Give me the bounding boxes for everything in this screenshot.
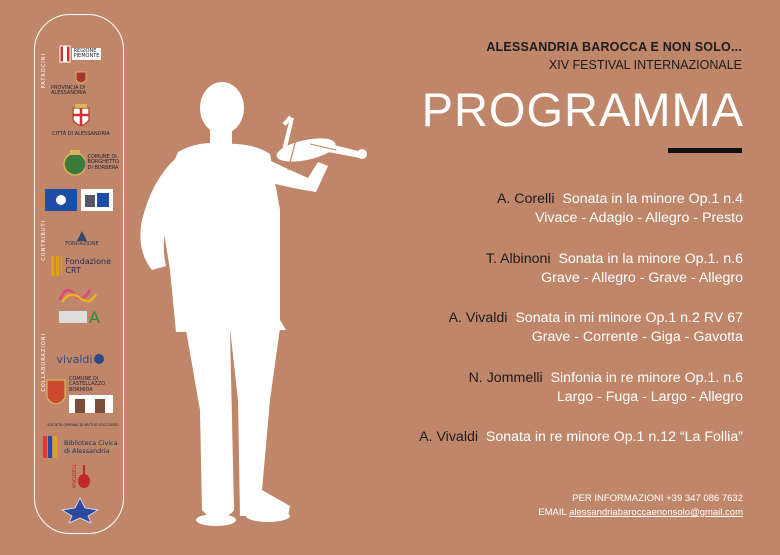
fondazione-logo: [57, 227, 107, 251]
crt-line2: CRT: [65, 266, 81, 275]
building-icon: [83, 191, 111, 209]
vivaldi-circle-icon: [93, 353, 105, 365]
tortona-logo: [61, 461, 101, 491]
program-item: [313, 309, 743, 347]
program-item: [313, 190, 743, 228]
work-title: Sonata in mi minore Op.1 n.2 RV 67: [515, 310, 743, 326]
program-item: [313, 369, 743, 407]
work-movements: Grave - Allegro - Grave - Allegro: [541, 269, 743, 286]
citta-text: CITTÀ DI ALESSANDRIA: [52, 131, 110, 138]
biblioteca-stripes-icon: [43, 436, 61, 458]
composer-name: A. Corelli: [496, 191, 555, 207]
phone-line: PER INFORMAZIONI +39 347 086 7632: [572, 493, 743, 504]
svg-text:A: A: [89, 308, 100, 327]
composer-name: T. Albinoni: [485, 250, 551, 267]
letter-a-icon: [59, 307, 103, 327]
colorful-swirl-icon: [56, 282, 100, 304]
ministero-emblem-icon: [55, 194, 67, 206]
castellazzo-line2: CASTELLAZZO: [69, 381, 106, 388]
email-link[interactable]: alessandriabaroccaenonsolo@gmail.com: [569, 507, 743, 518]
a-sponsor-logo: [59, 307, 103, 327]
comune-borghetto-logo: [63, 143, 119, 183]
regione-line2: PIEMONTE: [73, 53, 100, 59]
program-item: [313, 428, 743, 447]
composer-name: N. Jommelli: [468, 369, 543, 386]
borghetto-line3: DI BORBERA: [87, 164, 119, 171]
ministero-logo: [45, 189, 77, 211]
biblioteca-line2: di Alessandria: [64, 447, 110, 455]
star-logo: [57, 495, 103, 525]
work-title: Sonata in re minore Op.1 n.12 “La Follia”: [485, 429, 743, 445]
composer-name: A. Vivaldi: [448, 310, 508, 326]
work-movements: Grave - Corrente - Giga - Gavotta: [531, 329, 743, 345]
crt-bars-icon: [51, 256, 62, 276]
composer-name: A. Vivaldi: [419, 429, 479, 445]
regione-line1: REGIONE: [73, 47, 97, 54]
festival-name: ALESSANDRIA BAROCCA E NON SOLO...: [486, 40, 742, 54]
work-title: Sinfonia in re minore Op.1. n.6: [550, 369, 743, 386]
castellazzo-logo: [45, 373, 121, 417]
violin-small-icon: [76, 463, 92, 489]
program-list: [313, 190, 743, 469]
regione-piemonte-logo: [57, 43, 103, 65]
tortona-text: TORTONA: [70, 463, 76, 489]
fondazione-crt-logo: [51, 255, 111, 277]
crt-line1: Fondazione: [65, 257, 111, 266]
regione-crest-icon: [59, 45, 71, 63]
provincia-crest-icon: [74, 70, 88, 86]
castle-icon: [69, 393, 113, 413]
biblioteca-logo: [43, 435, 121, 459]
borghetto-line1: COMUNE DI: [87, 154, 117, 161]
castellazzo-line1: COMUNE DI: [69, 376, 99, 383]
label-collaborazioni: COLLABORAZIONI: [41, 333, 47, 392]
vivaldi-text: vivaldi: [56, 352, 93, 366]
work-title: Sonata in la minore Op.1. n.6: [558, 250, 743, 267]
provincia-text: PROVINCIA DI ALESSANDRIA: [51, 84, 87, 96]
tortona-building-logo: [81, 189, 113, 211]
work-title: Sonata in la minore Op.1 n.4: [562, 191, 743, 207]
work-movements: Vivace - Adagio - Allegro - Presto: [535, 210, 743, 226]
label-contributi: CONTRIBUTI: [41, 220, 47, 261]
citta-alessandria-logo: [51, 101, 111, 141]
borghetto-crest-icon: [63, 148, 85, 178]
citta-crest-icon: [70, 104, 92, 132]
email-label: EMAIL: [538, 507, 567, 518]
label-patrocini: PATROCINI: [41, 53, 47, 89]
contact-info: [538, 492, 743, 520]
program-item: [313, 250, 743, 288]
vivaldi-logo: [53, 347, 109, 371]
societa-text: SOCIETÀ OPERAIA DI MUTUO SOCCORSO: [47, 423, 119, 428]
castellazzo-crest-icon: [45, 378, 67, 412]
castellazzo-line3: BORMIDA: [69, 386, 93, 393]
festival-edition: XIV FESTIVAL INTERNAZIONALE: [548, 58, 742, 72]
star-icon: [58, 496, 102, 524]
societa-logo: [45, 419, 121, 433]
fondazione-text: FONDAZIONE: [65, 241, 99, 248]
colorful-sponsor-logo: [55, 281, 101, 305]
borghetto-line2: BORGHETTO: [87, 159, 119, 166]
title-underline: [668, 148, 742, 153]
work-movements: Largo - Fuga - Largo - Allegro: [556, 388, 743, 405]
sponsor-sidebar: [34, 14, 124, 534]
page-title: PROGRAMMA: [421, 83, 744, 136]
provincia-logo: [51, 69, 111, 97]
biblioteca-line1: Biblioteca Civica: [64, 439, 118, 447]
